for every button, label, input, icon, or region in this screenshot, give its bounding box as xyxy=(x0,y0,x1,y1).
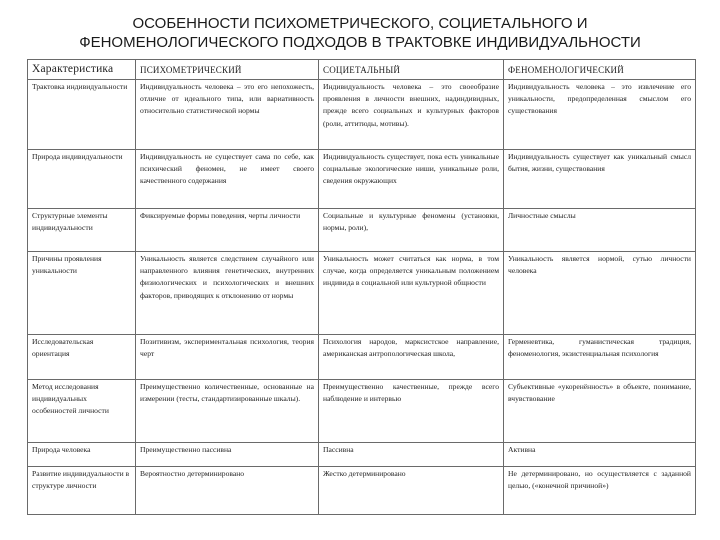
table-cell: Преимущественно количественные, основанные на измерении (тесты, стандартизированные шкалы). xyxy=(136,380,319,443)
slide-title xyxy=(20,14,700,52)
row-label: Природа индивидуальности xyxy=(28,150,136,209)
table-cell: Позитивизм, экспериментальная психология, теория черт xyxy=(136,335,319,380)
comparison-table xyxy=(27,59,696,515)
header-phenomenological: ФЕНОМЕНОЛОГИЧЕСКИЙ xyxy=(504,60,696,80)
row-label: Структурные элементы индивидуальности xyxy=(28,209,136,252)
row-label: Причины проявления уникальности xyxy=(28,252,136,335)
table-cell: Индивидуальность существует, пока есть уникальные социальные экологические ниши, уникальные роли, сведения окружающих xyxy=(319,150,504,209)
table-cell: Социальные и культурные феномены (установки, нормы, роли), xyxy=(319,209,504,252)
table-cell: Индивидуальность не существует сама по себе, как психический феномен, не имеет своего качественного содержания xyxy=(136,150,319,209)
table-cell: Жестко детерминировано xyxy=(319,467,504,515)
table-row xyxy=(28,150,696,209)
title-line-2: ФЕНОМЕНОЛОГИЧЕСКОГО ПОДХОДОВ В ТРАКТОВКЕ ИНДИВИДУАЛЬНОСТИ xyxy=(79,34,641,51)
table-row xyxy=(28,80,696,150)
table-cell: Преимущественно пассивна xyxy=(136,443,319,467)
table-cell: Индивидуальность существует как уникальный смысл бытия, жизни, существования xyxy=(504,150,696,209)
header-characteristic: Характеристика xyxy=(28,60,136,80)
table-row xyxy=(28,443,696,467)
table-cell: Фиксируемые формы поведения, черты личности xyxy=(136,209,319,252)
table-header-row xyxy=(28,60,696,80)
table-cell: Индивидуальность человека – это своеобразие проявления в личности внешних, надиндивидных, прежде всего социальных и культурных факторов (роли, аттитюды, мотивы). xyxy=(319,80,504,150)
header-psychometric: ПСИХОМЕТРИЧЕСКИЙ xyxy=(136,60,319,80)
header-societal: СОЦИЕТАЛЬНЫЙ xyxy=(319,60,504,80)
row-label: Исследовательская ориентация xyxy=(28,335,136,380)
row-label: Трактовка индивидуальности xyxy=(28,80,136,150)
table-cell: Активна xyxy=(504,443,696,467)
row-label: Метод исследования индивидуальных особенностей личности xyxy=(28,380,136,443)
table-cell: Индивидуальность человека – это его непохожесть, отличие от идеального типа, или вариативность относительно статистической нормы xyxy=(136,80,319,150)
table-cell: Субъективные «укоренённость» в объекте, понимание, вчувствование xyxy=(504,380,696,443)
table-cell: Психология народов, марксистское направление, американская антропологическая школа, xyxy=(319,335,504,380)
table-cell: Пассивна xyxy=(319,443,504,467)
title-line-1: ОСОБЕННОСТИ ПСИХОМЕТРИЧЕСКОГО, СОЦИЕТАЛЬНОГО И xyxy=(132,15,588,32)
row-label: Природа человека xyxy=(28,443,136,467)
table-row xyxy=(28,209,696,252)
table-cell: Уникальность является следствием случайного или направленного влияния генетических, внутренних физиологических и психологических и внешних факторов, приводящих к отклонению от нормы xyxy=(136,252,319,335)
table-row xyxy=(28,252,696,335)
table-cell: Вероятностно детерминировано xyxy=(136,467,319,515)
table-cell: Индивидуальность человека – это извлечение его уникальности, предопределенная смыслом его существования xyxy=(504,80,696,150)
row-label: Развитие индивидуальности в структуре личности xyxy=(28,467,136,515)
table-cell: Уникальность является нормой, сутью личности человека xyxy=(504,252,696,335)
table-cell: Уникальность может считаться как норма, в том случае, когда определяется уникальным положением индивида в социальной или культурной общности xyxy=(319,252,504,335)
table-row xyxy=(28,380,696,443)
table-cell: Преимущественно качественные, прежде всего наблюдение и интервью xyxy=(319,380,504,443)
table-row xyxy=(28,335,696,380)
table-cell: Личностные смыслы xyxy=(504,209,696,252)
table-cell: Не детерминировано, но осуществляется с заданной целью, («конечной причиной») xyxy=(504,467,696,515)
table-cell: Герменевтика, гуманистическая традиция, феноменология, экзистенциальная психология xyxy=(504,335,696,380)
table-row xyxy=(28,467,696,515)
